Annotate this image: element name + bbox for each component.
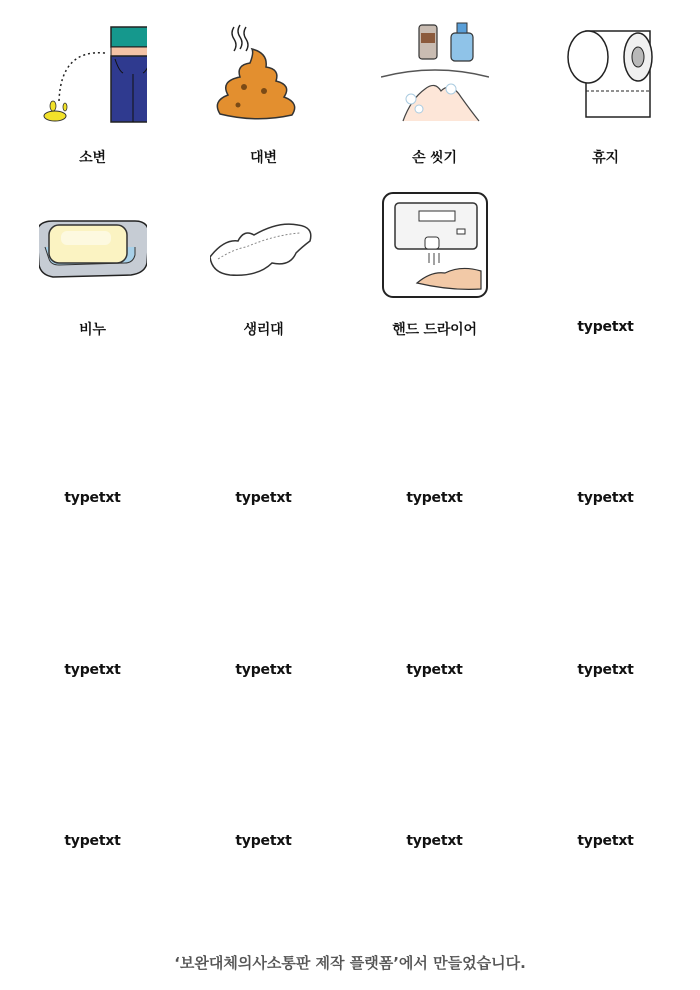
card-label: typetxt — [235, 490, 292, 506]
soap-icon — [39, 191, 147, 299]
hand-dryer-icon — [381, 191, 489, 299]
card-empty[interactable] — [520, 360, 691, 532]
card-empty[interactable] — [7, 703, 178, 875]
card-label: 비누 — [79, 321, 106, 338]
card-label: 소변 — [79, 150, 106, 166]
card-label: 생리대 — [243, 321, 284, 338]
card-empty[interactable] — [178, 703, 349, 875]
card-empty[interactable] — [349, 360, 520, 532]
card-soap[interactable] — [7, 189, 178, 361]
card-empty[interactable] — [349, 703, 520, 875]
card-empty[interactable] — [520, 703, 691, 875]
card-label: 휴지 — [592, 150, 619, 166]
toilet-paper-icon — [552, 19, 660, 127]
card-label: typetxt — [64, 661, 121, 678]
card-label: typetxt — [577, 833, 634, 849]
card-poop[interactable] — [178, 17, 349, 189]
card-handwashing[interactable] — [349, 17, 520, 189]
card-empty[interactable] — [7, 360, 178, 532]
card-label: typetxt — [406, 661, 463, 678]
card-label: typetxt — [64, 490, 121, 506]
card-label: 손 씻기 — [412, 150, 457, 166]
sanitary-pad-icon — [210, 191, 318, 299]
card-urination[interactable] — [7, 17, 178, 189]
footer-credit: ‘보완대체의사소통판 제작 플랫폼’에서 만들었습니다. — [174, 954, 526, 972]
card-label: typetxt — [235, 661, 292, 678]
card-label: typetxt — [577, 661, 634, 678]
card-label: typetxt — [235, 833, 292, 849]
card-label: typetxt — [64, 833, 121, 849]
card-label: typetxt — [577, 490, 634, 506]
card-empty[interactable] — [520, 189, 691, 361]
card-empty[interactable] — [178, 360, 349, 532]
card-label: typetxt — [577, 318, 634, 335]
card-label: typetxt — [406, 833, 463, 849]
poop-icon — [210, 19, 318, 127]
card-label: typetxt — [406, 490, 463, 506]
urination-icon — [39, 19, 147, 127]
card-empty[interactable] — [7, 532, 178, 704]
card-grid — [7, 17, 691, 875]
card-label: 대변 — [250, 150, 277, 166]
card-empty[interactable] — [520, 532, 691, 704]
handwashing-icon — [381, 19, 489, 127]
card-empty[interactable] — [178, 532, 349, 704]
card-label: 핸드 드라이어 — [392, 321, 477, 338]
card-empty[interactable] — [349, 532, 520, 704]
card-sanitary-pad[interactable] — [178, 189, 349, 361]
card-hand-dryer[interactable] — [349, 189, 520, 361]
card-toilet-paper[interactable] — [520, 17, 691, 189]
